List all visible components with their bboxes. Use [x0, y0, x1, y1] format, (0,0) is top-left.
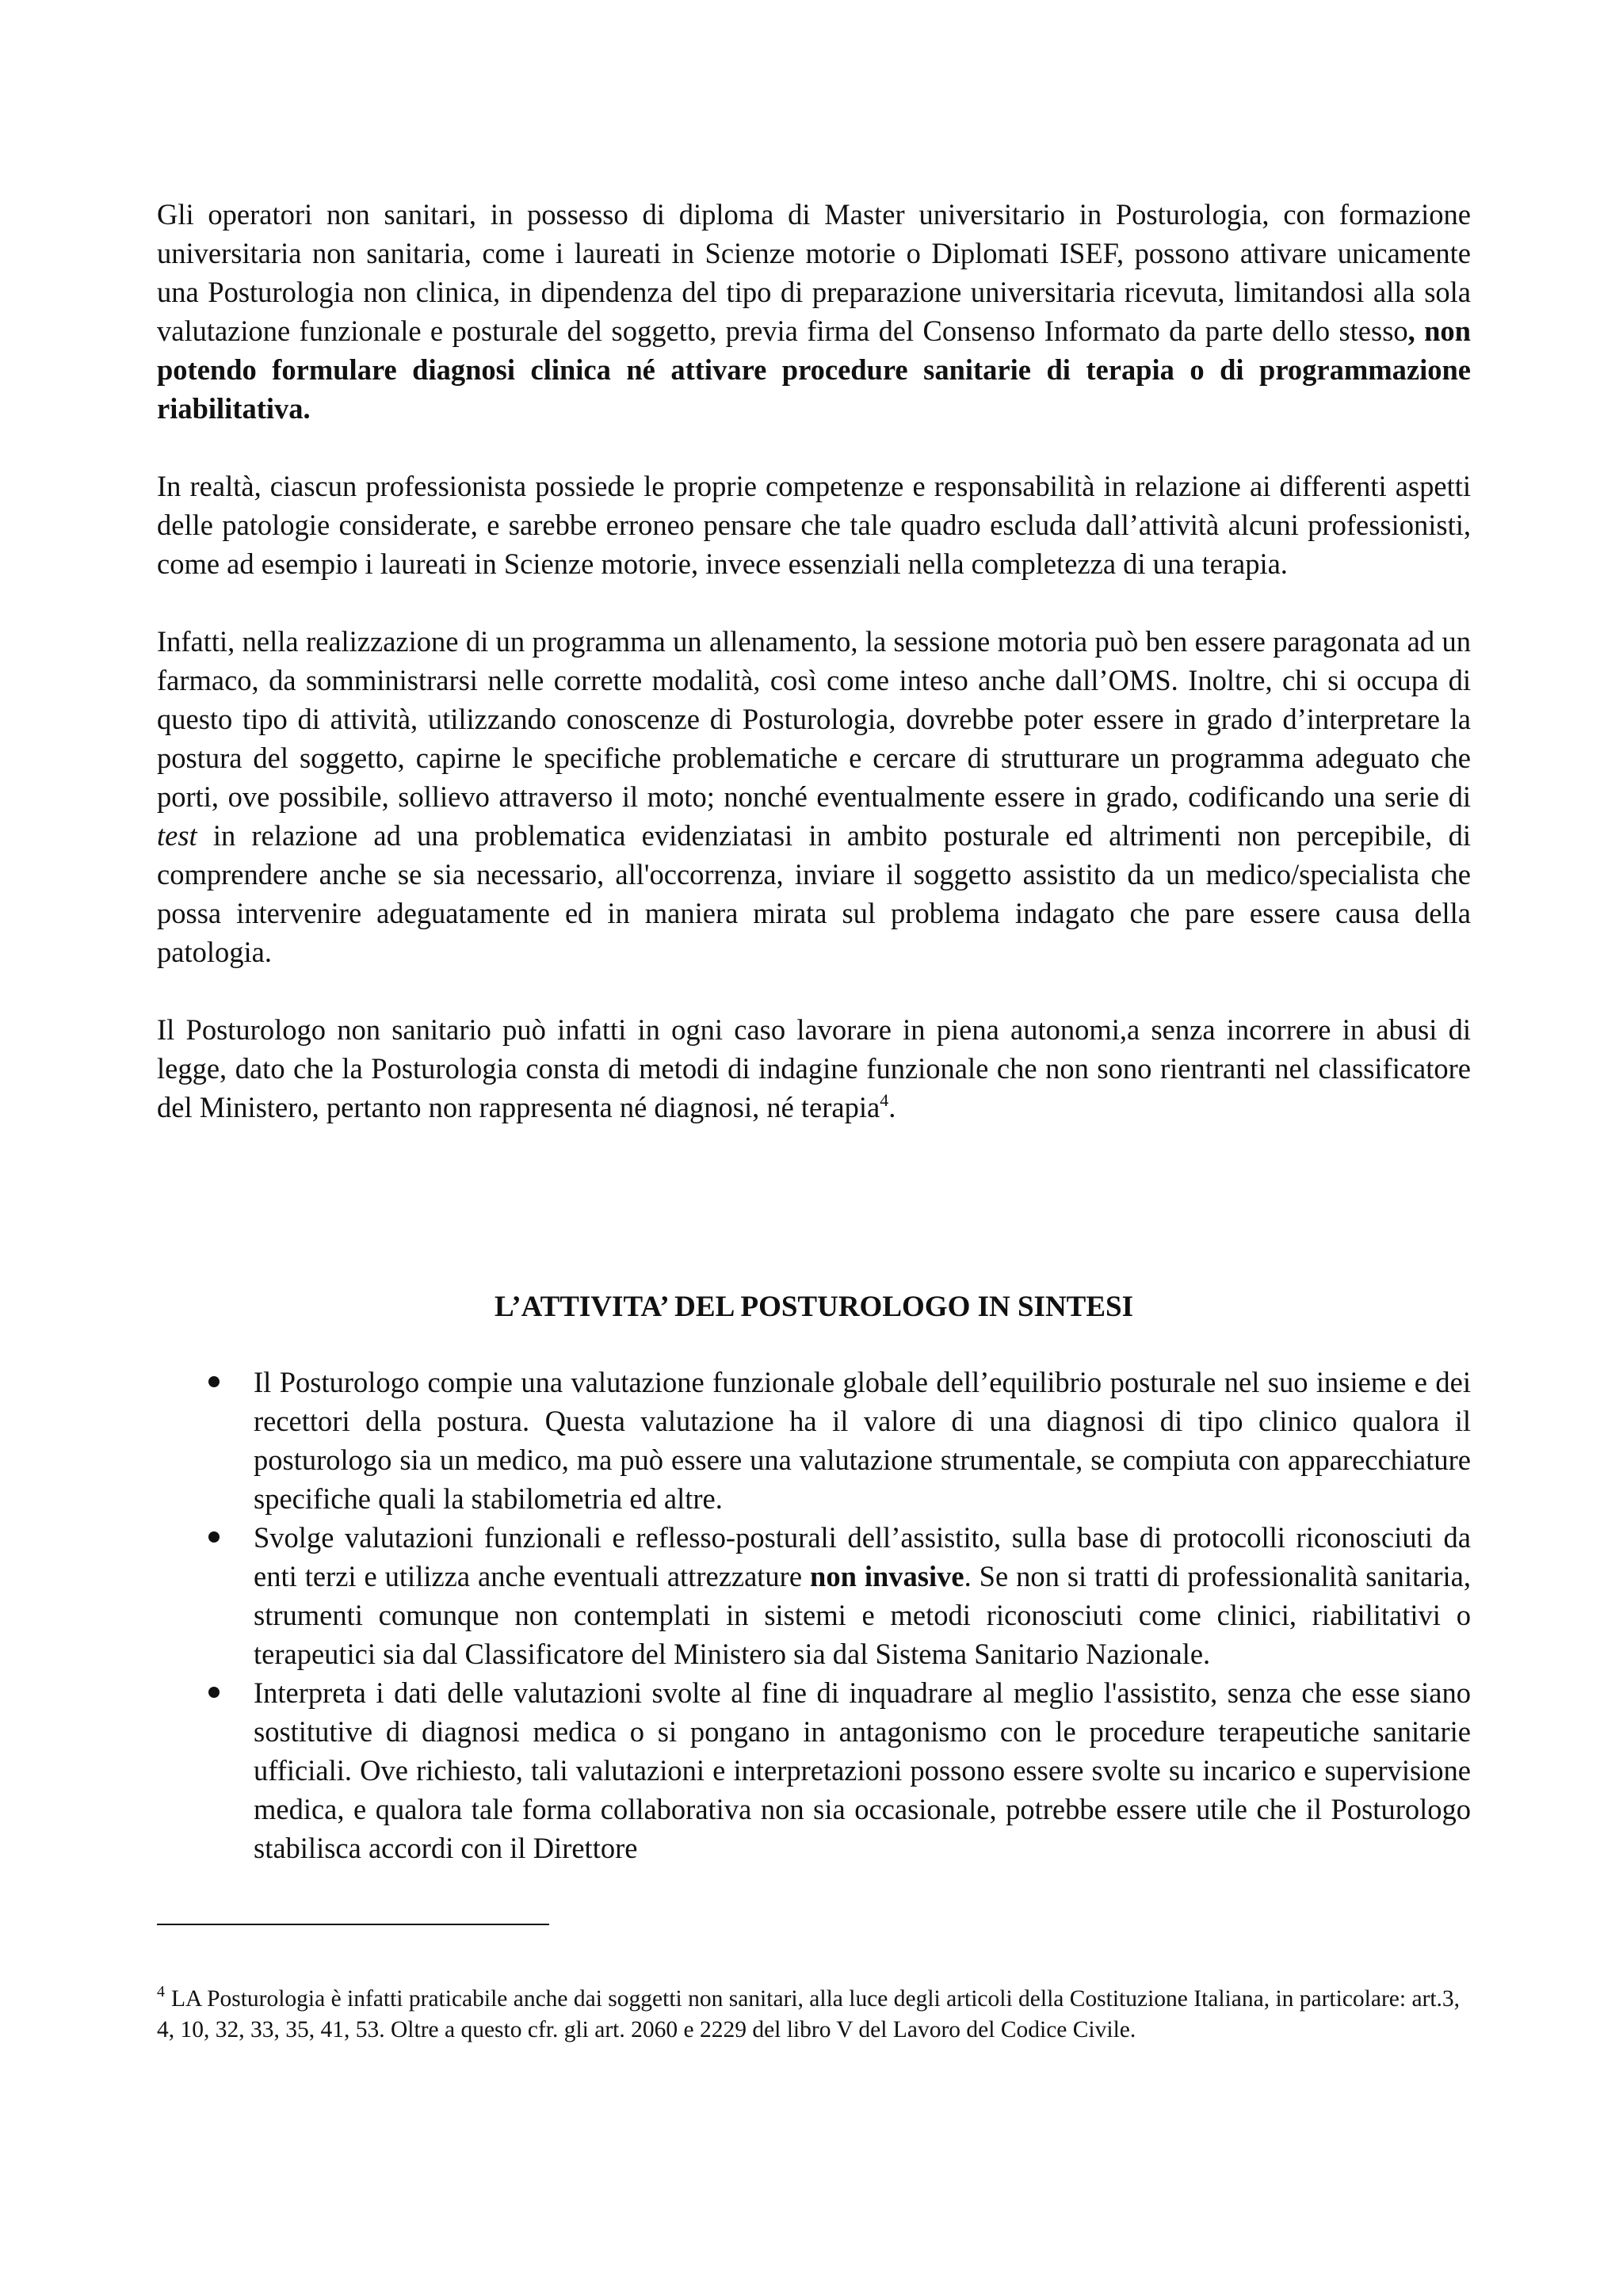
section-heading: L’ATTIVITA’ DEL POSTUROLOGO IN SINTESI [495, 1291, 1133, 1323]
list-item-bold-text: non invasive [810, 1560, 964, 1592]
paragraph-3-text-a: Infatti, nella realizzazione di un programma un allenamento, la sessione motoria può ben essere paragonata ad un farmaco, da somministrarsi nelle corrette modalità, così come inteso anche dall’OMS. Inoltre, chi si occupa di questo tipo di attività, utilizzando conoscenze di Posturologia, dovrebbe poter essere in grado d’interpretare la postura del soggetto, capirne le specifiche problematiche e cercare di strutturare un programma adeguato che porti, ove possibile, sollievo attraverso il moto; nonché eventualmente essere in grado, codificando una serie di [157, 625, 1471, 813]
paragraph-1-bold-text: , non potendo formulare diagnosi clinica né attivare procedure sanitarie di terapia o di programmazione riabilitativa. [157, 315, 1471, 425]
list-item-text: Interpreta i dati delle valutazioni svolte al fine di inquadrare al meglio l'assistito, senza che esse siano sostitutive di diagnosi medica o si pongano in antagonismo con le procedure terapeutiche sanitarie ufficiali. Ove richiesto, tali valutazioni e interpretazioni possono essere svolte su incarico e supervisione medica, e qualora tale forma collaborativa non sia occasionale, potrebbe essere utile che il Posturologo stabilisca accordi con il Direttore [254, 1676, 1471, 1864]
list-item [157, 1518, 1471, 1673]
body-text [157, 195, 1471, 1127]
footnote-divider [157, 1924, 549, 1925]
list-item [157, 1673, 1471, 1867]
bullet-icon [208, 1376, 220, 1387]
paragraph-3-text-b: in relazione ad una problematica evidenziatasi in ambito posturale ed altrimenti non percepibile, di comprendere anche se sia necessario, all'occorrenza, inviare il soggetto assistito da un medico/specialista che possa intervenire adeguatamente ed in maniera mirata sul problema indagato che pare essere causa della patologia. [157, 819, 1471, 968]
paragraph-2: In realtà, ciascun professionista possiede le proprie competenze e responsabilità in relazione ai differenti aspetti delle patologie considerate, e sarebbe erroneo pensare che tale quadro escluda dall’attività alcuni professionisti, come ad esempio i laureati in Scienze motorie, invece essenziali nella completezza di una terapia. [157, 470, 1471, 580]
paragraph-4-end: . [888, 1091, 896, 1123]
paragraph-4 [157, 1010, 1471, 1127]
footnote-number: 4 [157, 1983, 165, 2000]
footnote-reference[interactable]: 4 [880, 1090, 889, 1110]
list-item-text: Il Posturologo compie una valutazione funzionale globale dell’equilibrio posturale nel suo insieme e dei recettori della postura. Questa valutazione ha il valore di una diagnosi di tipo clinico qualora il posturologo sia un medico, ma può essere una valutazione strumentale, se compiuta con apparecchiature specifiche quali la stabilometria ed altre. [254, 1366, 1471, 1515]
bullet-icon [208, 1531, 220, 1543]
paragraph-1 [157, 195, 1471, 428]
list-item [157, 1363, 1471, 1518]
bullet-icon [208, 1687, 220, 1698]
footnote [157, 1977, 1471, 2045]
paragraph-3 [157, 622, 1471, 971]
bullet-list [157, 1363, 1471, 1867]
footnote-text: LA Posturologia è infatti praticabile anche dai soggetti non sanitari, alla luce degli articoli della Costituzione Italiana, in particolare: art.3, 4, 10, 32, 33, 35, 41, 53. Oltre a questo cfr. gli art. 2060 e 2229 del libro V del Lavoro del Codice Civile. [157, 1986, 1461, 2042]
list-item-text-b: . Se non si tratti di professionalità sanitaria, strumenti comunque non contemplati in sistemi e metodi riconosciuti come clinici, riabilitativi o terapeutici sia dal Classificatore del Ministero sia dal Sistema Sanitario Nazionale. [254, 1560, 1472, 1670]
paragraph-3-italic-test: test [157, 819, 197, 852]
paragraph-4-text: Il Posturologo non sanitario può infatti in ogni caso lavorare in piena autonomi,a senza incorrere in abusi di legge, dato che la Posturologia consta di metodi di indagine funzionale che non sono rientranti nel classificatore del Ministero, pertanto non rappresenta né diagnosi, né terapia [157, 1013, 1471, 1123]
paragraph-1-text: Gli operatori non sanitari, in possesso di diploma di Master universitario in Posturologia, con formazione universitaria non sanitaria, come i laureati in Scienze motorie o Diplomati ISEF, possono attivare unicamente una Posturologia non clinica, in dipendenza del tipo di preparazione universitaria ricevuta, limitandosi alla sola valutazione funzionale e posturale del soggetto, previa firma del Consenso Informato da parte dello stesso [157, 198, 1471, 347]
list-item-text-a: Svolge valutazioni funzionali e reflesso-posturali dell’assistito, sulla base di protocolli riconosciuti da enti terzi e utilizza anche eventuali attrezzature [254, 1521, 1471, 1592]
